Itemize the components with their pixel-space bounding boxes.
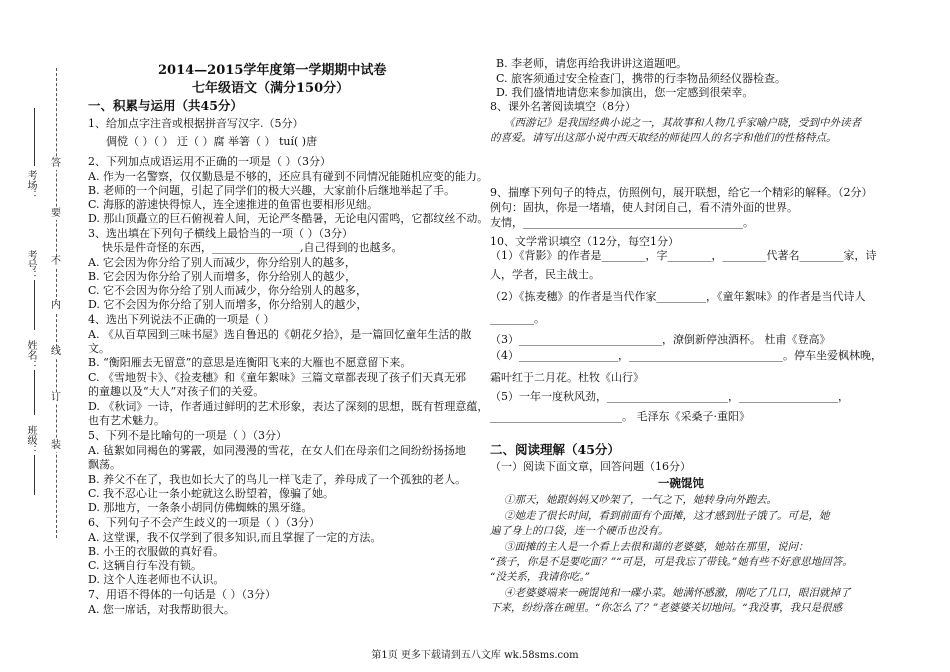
paragraph-2-cont: 遍了身上的口袋，连一个硬币也没有。: [490, 525, 669, 537]
paragraph-4-cont: 下来，纷纷落在碗里。“你怎么了？”老婆婆关切地问。“我没事，我只是很感: [490, 602, 843, 614]
question-10: 10、文学常识填空（12分，每空1分）: [490, 235, 679, 248]
question-4-option-d: D. 《秋词》一诗，作者通过鲜明的艺术形象，表达了深刻的思想，既有哲理意蕴，: [88, 400, 489, 413]
question-2-option-d: D. 那山顶矗立的巨石俯视着人间，无论严冬酷暑，无论电闪雷鸣，它都纹丝不动。: [88, 212, 489, 225]
question-5-option-a-cont: 飘荡。: [88, 458, 121, 471]
exam-subtitle: 七年级语文（满分150分）: [192, 81, 350, 96]
question-8: 8、课外名著阅读填空（8分）: [490, 100, 636, 113]
question-10-3[interactable]: （3）__________________________，潦倒新停浊酒杯。 杜甫《登高》: [490, 333, 831, 346]
question-10-1-cont: 人，学者，民主战士。: [490, 268, 600, 281]
question-10-1[interactable]: （1）《背影》的作者是________，字________，________代著名________家，诗: [490, 249, 877, 262]
binding-char: 要: [51, 208, 61, 219]
question-2: 2、下列加点成语运用不正确的一项是（ ）（3分）: [88, 155, 331, 168]
class-field[interactable]: [34, 455, 35, 495]
paragraph-3-cont: “孩子，你是不是要吃面？”“可是，可是我忘了带钱。”她有些不好意思地回答。: [490, 556, 853, 568]
name-label: 姓名：: [25, 340, 36, 370]
question-4-option-d-cont: 也有艺术魅力。: [88, 414, 165, 427]
question-4-option-c: C. 《雪地贺卡》、《捡麦穗》和《童年絮味》三篇文章都表现了孩子们天真无邪: [88, 371, 467, 384]
question-10-2-cont[interactable]: ________。: [490, 312, 545, 325]
question-3-stem: 快乐是件奇怪的东西，________________,自己得到的也越多。: [102, 241, 403, 254]
question-4-option-b: B. “衡阳雁去无留意”的意思是连衡阳飞来的大雁也不愿意留下来。: [88, 356, 412, 369]
question-9-answer[interactable]: 友情，________________________________________。: [490, 216, 754, 229]
question-7-option-c: C. 旅客须通过安全检查门，携带的行李物品须经仪器检查。: [496, 72, 787, 85]
paragraph-3: ③面摊的主人是一个看上去很和蔼的老婆婆，她站在那里，说问：: [504, 541, 809, 553]
question-5-option-d: D. 那地方，一条条小胡同仿佛蜘蛛的黑牙缝。: [88, 501, 313, 514]
question-2-option-b: B. 老师的一个问题，引起了同学们的极大兴趣，大家前仆后继地举起了手。: [88, 184, 456, 197]
binding-char: 内: [51, 300, 61, 311]
question-10-5[interactable]: （5）一年一度秋风劲，______________________，__________________，: [490, 390, 849, 403]
question-5: 5、下列不是比喻句的一项是（ ）（3分）: [88, 429, 287, 442]
question-10-4-cont: 霜叶红于二月花。杜牧《山行》: [490, 371, 644, 384]
question-8-text: 《西游记》是我国经典小说之一，其故事和人物几乎家喻户晓，受到中外读者: [504, 117, 861, 129]
exam-title: 2014—2015学年度第一学期期中试卷: [158, 63, 387, 78]
question-7: 7、用语不得体的一句话是（ ）（3分）: [88, 588, 276, 601]
binding-char: 订: [51, 392, 61, 403]
question-5-option-c: C. 我不忍心让一条小蛇就这么盼望着，像骗了她。: [88, 487, 335, 500]
question-4-option-c-cont: 的童趣以及“大人”对孩子们的关爱。: [88, 385, 265, 398]
class-label: 班级：: [25, 425, 36, 455]
question-6-option-b: B. 小王的衣服做的真好看。: [88, 545, 225, 558]
paragraph-2: ②她走了很长时间，看到前面有个面摊，这才感到肚子饿了。可是，她: [504, 510, 830, 522]
question-4: 4、选出下列说法不正确的一项是（ ）: [88, 313, 275, 326]
reading-title: 一碗馄饨: [658, 476, 704, 490]
binding-char: 线: [51, 346, 61, 357]
paragraph-3-end: “没关系，我请你吃。”: [490, 571, 590, 583]
page-footer: 第1页 更多下载请到五八文库 wk.58sms.com: [371, 650, 579, 661]
question-3-option-b: B. 它会因为你分给了别人而增多，你分给别人的越少，: [88, 270, 357, 283]
question-9-example: 例句：固执，你是一堵墙，使人封闭自己，看不清外面的世界。: [490, 201, 798, 214]
question-8-text-cont: 的喜爱。请写出这部小说中西天取经的师徒四人的名字和他们的性格特点。: [490, 132, 837, 144]
question-10-4[interactable]: （4）__________________，____________________________。停车坐爱枫林晚，: [490, 349, 882, 362]
section-2-heading: 二、阅读理解（45分）: [490, 442, 620, 457]
question-3-option-c: C. 它不会因为你分给了别人而减少，你分给别人的越多，: [88, 284, 368, 297]
number-field[interactable]: [34, 280, 35, 330]
question-7-option-d: D. 我们盛情地请您来参加演出，您一定感到很荣幸。: [496, 86, 754, 99]
binding-char: 装: [51, 440, 61, 451]
question-10-2[interactable]: （2）《拣麦穗》的作者是当代作家_________，《童年絮味》的作者是当代诗人: [490, 290, 866, 303]
binding-char: 不: [51, 256, 61, 267]
question-1: 1、给加点字注音或根据拼音写汉字.（5分）: [88, 117, 304, 130]
question-10-5-cont[interactable]: ________________________。 毛泽东《采桑子·重阳》: [490, 410, 750, 423]
number-label: 考号：: [25, 250, 36, 280]
name-field[interactable]: [34, 370, 35, 415]
question-5-option-b: B. 养父不在了，我也如长大了的鸟儿一样飞走了，养母成了一个孤独的老人。: [88, 473, 467, 486]
question-4-option-a-cont: 文。: [88, 342, 110, 355]
question-3-option-a: A. 它会因为你分给了别人而减少，你分给别人的越多，: [88, 256, 356, 269]
question-1-items: 倜傥（ ）（ ） 迂（ ）腐 举箸（ ） tuí( )唐: [106, 135, 318, 148]
room-field[interactable]: [34, 108, 35, 166]
question-7-option-b: B. 李老师，请您再给我讲讲这道题吧。: [496, 57, 688, 70]
binding-margin: [0, 0, 75, 672]
question-3: 3、选出填在下列句子横线上最恰当的一项（ ）（3分）: [88, 227, 353, 240]
question-4-option-a: A. 《从百草园到三味书屋》选自鲁迅的《朝花夕拾》，是一篇回忆童年生活的散: [88, 328, 472, 341]
binding-char: 答: [51, 158, 61, 169]
question-6-option-a: A. 这堂课，我不仅学到了很多知识,而且掌握了一定的方法。: [88, 531, 382, 544]
paragraph-1: ①那天，她跟妈妈又吵架了，一气之下，她转身向外跑去。: [504, 494, 777, 506]
question-2-option-c: C. 海豚的游速快得惊人，连全速推进的鱼雷也要相形见绌。: [88, 198, 379, 211]
question-6-option-c: C. 这辆自行车没有锁。: [88, 559, 203, 572]
question-6: 6、下列句子不会产生歧义的一项是（ ）（3分）: [88, 516, 320, 529]
room-label: 考场：: [25, 170, 36, 200]
reading-1-instruction: （一）阅读下面文章，回答问题（16分）: [490, 460, 691, 473]
question-7-option-a: A. 您一席话，对我帮助很大。: [88, 603, 235, 616]
question-2-option-a: A. 作为一名警察，仅仅勤恳是不够的，还应具有碰到不同情况能随机应变的能力。: [88, 170, 488, 183]
question-9: 9、揣摩下列句子的特点，仿照例句，展开联想，给它一个精彩的解释。（2分）: [490, 186, 873, 199]
paragraph-4: ④老婆婆端来一碗馄饨和一碟小菜。她满怀感激，刚吃了几口，眼泪就掉了: [504, 587, 851, 599]
section-1-heading: 一、积累与运用（共45分）: [88, 98, 243, 113]
question-3-option-d: D. 它不会因为你分给了别人而增多，你分给别人的越少，: [88, 298, 368, 311]
question-6-option-d: D. 这个人连老师也不认识。: [88, 573, 225, 586]
question-5-option-a: A. 毡絮如同褐色的雾霰，如同漫漫的雪花，在女人们在母亲们之间纷纷扬扬地: [88, 444, 466, 457]
